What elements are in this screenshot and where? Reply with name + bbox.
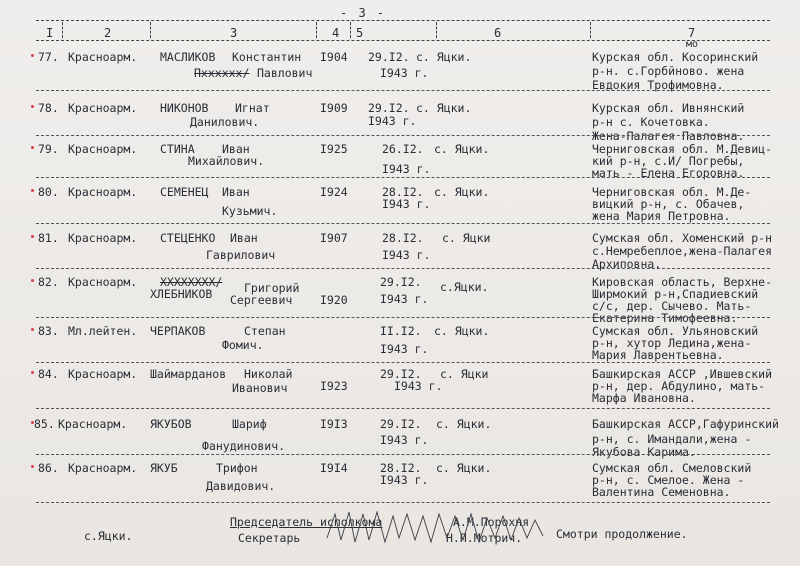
address-line: с.Немребеплое,жена-Палагея — [592, 244, 773, 258]
rank: Красноарм. — [58, 417, 128, 431]
row-marker — [31, 328, 34, 331]
address-line: Ширмокий р-н,Спадиевский — [592, 287, 759, 301]
death-date: II.I2. — [380, 324, 422, 338]
column-separator — [150, 22, 151, 38]
address-line: жена Мария Петровна. — [592, 209, 731, 223]
column-separator — [590, 22, 591, 38]
address-line: мать - Елена Егоровна. — [592, 166, 745, 180]
first-name: Иван — [222, 142, 250, 156]
death-date: 29.I2. — [380, 367, 422, 381]
column-header-7: 7 — [688, 26, 696, 40]
column-header-4: 4 — [332, 26, 340, 40]
address-line: р-н, с. Смелое. Жена - — [592, 473, 745, 487]
row-divider — [36, 177, 770, 178]
row-number: 82. — [38, 275, 59, 289]
row-divider — [36, 362, 770, 363]
surname: ХЛЕБНИКОВ — [150, 287, 213, 301]
address-line: Марфа Ивановна. — [592, 391, 696, 405]
burial-place: с. Яцки. — [416, 50, 472, 64]
first-name: Григорий — [244, 281, 300, 295]
row-divider — [36, 408, 770, 409]
address-line: Архиповна. — [592, 257, 662, 271]
row-number: 84. — [38, 367, 59, 381]
burial-place: с.Яцки. — [440, 280, 489, 294]
address-line: Башкирская АССР,Гафуринский — [592, 417, 779, 431]
burial-place: с. Яцки — [440, 367, 489, 381]
rank: Красноарм. — [68, 142, 138, 156]
row-divider — [36, 223, 770, 224]
secretary-name: Н.П.Мотрич. — [446, 531, 523, 545]
rank: Красноарм. — [68, 50, 138, 64]
address-line: Валентина Семеновна. — [592, 485, 731, 499]
first-name: Константин — [232, 50, 302, 64]
row-marker — [31, 54, 34, 57]
death-year: I943 г. — [380, 433, 429, 447]
address-line: Черниговская обл. М.Девиц- — [592, 142, 773, 156]
surname: СТЕЦЕНКО — [160, 231, 216, 245]
death-date: 28.I2. — [382, 185, 424, 199]
death-date: 28.I2. — [380, 461, 422, 475]
address-line: Башкирская АССР ,Ившевский — [592, 367, 773, 381]
death-date: 28.I2. — [382, 231, 424, 245]
birth-year: I923 — [320, 379, 348, 393]
chair-label: Председатель исполкома — [230, 515, 383, 529]
footer-place: с.Яцки. — [84, 529, 133, 543]
address-line: Сумская обл. Смеловский — [592, 461, 752, 475]
death-date: 29.I2. — [368, 101, 410, 115]
column-separator — [316, 22, 317, 38]
address-line: кий р-н, с.И/ Погребы, — [592, 154, 745, 168]
address-line: Якубова Карима. — [592, 445, 696, 459]
burial-place: с. Яцки. — [434, 142, 490, 156]
first-name: Шариф — [232, 417, 267, 431]
secretary-label: Секретарь — [238, 531, 301, 545]
row-divider — [36, 454, 770, 455]
birth-year: I920 — [320, 293, 348, 307]
rank: Красноарм. — [68, 367, 138, 381]
death-date: 29.I2. — [368, 50, 410, 64]
row-divider — [36, 502, 770, 503]
column-header-2: 2 — [104, 26, 112, 40]
header-bottom-line — [36, 40, 770, 41]
crossed-out-text: ХХХХХХХХ/ — [160, 275, 223, 289]
birth-year: I907 — [320, 231, 348, 245]
address-line: р-н. с.Горбйново. жена — [592, 64, 745, 78]
signature-scribble — [325, 508, 555, 548]
rank: Красноарм. — [68, 231, 138, 245]
birth-year: I924 — [320, 185, 348, 199]
row-marker — [31, 371, 34, 374]
death-year: I943 г. — [380, 292, 429, 306]
death-year: I943 г. — [380, 473, 429, 487]
row-divider — [36, 135, 770, 136]
death-date: 26.I2. — [382, 142, 424, 156]
surname: ЯКУБ — [150, 461, 178, 475]
row-marker — [31, 279, 34, 282]
address-line: Черниговская обл. М.Де- — [592, 185, 752, 199]
address-line: Курская обл. Косоринский — [592, 50, 759, 64]
handwritten-correction: мо — [686, 39, 699, 50]
address-line: Сумская обл. Ульяновский — [592, 324, 759, 338]
page-number: - 3 - — [340, 6, 387, 20]
row-number: 83. — [38, 324, 59, 338]
surname: НИКОНОВ — [160, 101, 209, 115]
row-number: 80. — [38, 185, 59, 199]
rank: Красноарм. — [68, 101, 138, 115]
first-name: Трифон — [216, 461, 258, 475]
row-number: 85. — [34, 417, 55, 431]
birth-year: I9I4 — [320, 461, 348, 475]
first-name: Николай — [244, 367, 293, 381]
patronymic: Михайлович. — [188, 154, 265, 168]
birth-year: I909 — [320, 101, 348, 115]
address-line: Жена-Палагея Павловна. — [592, 129, 745, 143]
row-divider — [36, 90, 770, 91]
continued-note: Смотри продолжение. — [556, 527, 688, 541]
row-number: 78. — [38, 101, 59, 115]
burial-place: с. Яцки — [442, 231, 491, 245]
header-top-line — [36, 20, 770, 21]
first-name: Игнат — [235, 101, 270, 115]
death-year: I943 г. — [394, 379, 443, 393]
patronymic: Иванович — [232, 381, 288, 395]
row-number: 86. — [38, 461, 59, 475]
row-marker — [31, 465, 34, 468]
column-header-5: 5 — [356, 26, 364, 40]
row-marker — [31, 235, 34, 238]
death-date: 29.I2. — [380, 275, 422, 289]
rank: Красноарм. — [68, 461, 138, 475]
death-year: I943 г. — [368, 114, 417, 128]
burial-place: с. Яцки. — [434, 185, 490, 199]
burial-place: с. Яцки. — [434, 324, 490, 338]
patronymic: Кузьмич. — [222, 204, 278, 218]
address-line: Курская обл. Ивнянский — [592, 101, 745, 115]
patronymic: Сергеевич — [230, 293, 293, 307]
patronymic: Павлович — [257, 66, 313, 80]
chair-name: А.М.Порохня — [453, 515, 530, 529]
address-line: Сумская обл. Хоменский р-н — [592, 231, 773, 245]
first-name: Степан — [244, 324, 286, 338]
address-line: р-н с. Кочетовка. — [592, 115, 710, 129]
first-name: Иван — [222, 185, 250, 199]
birth-year: I9I3 — [320, 417, 348, 431]
row-number: 77. — [38, 50, 59, 64]
patronymic: Фанудинович. — [202, 439, 286, 453]
first-name: Иван — [230, 231, 258, 245]
death-year: I943 г. — [380, 342, 429, 356]
column-header-1: I — [46, 26, 54, 40]
burial-place: с. Яцки. — [436, 417, 492, 431]
row-divider — [36, 268, 770, 269]
address-line: Евдокия Трофимовна. — [592, 78, 724, 92]
column-separator — [350, 22, 351, 38]
surname: ЧЕРПАКОВ — [150, 324, 206, 338]
column-separator — [62, 22, 63, 38]
address-line: с/с, дер. Сычево. Мать- — [592, 299, 752, 313]
address-line: Мария Лаврентьевна. — [592, 348, 724, 362]
row-marker — [31, 146, 34, 149]
surname: Шаймарданов — [150, 367, 227, 381]
row-number: 81. — [38, 231, 59, 245]
rank: Красноарм. — [68, 185, 138, 199]
birth-year: I925 — [320, 142, 348, 156]
address-line: Екатерина Тимофеевна. — [592, 311, 738, 325]
death-year: I943 г. — [380, 66, 429, 80]
surname: СЕМЕНЕЦ — [160, 185, 209, 199]
patronymic: Фомич. — [222, 338, 264, 352]
death-year: I943 г. — [382, 248, 431, 262]
death-year: I943 г. — [382, 162, 431, 176]
column-header-6: 6 — [494, 26, 502, 40]
rank: Красноарм. — [68, 275, 138, 289]
rank: Мл.лейтен. — [68, 324, 138, 338]
row-divider — [36, 317, 770, 318]
address-line: Кировская область, Верхне- — [592, 275, 773, 289]
crossed-out-text: Пхххххх/ — [194, 66, 250, 80]
column-separator — [436, 22, 437, 38]
death-date: 29.I2. — [380, 417, 422, 431]
patronymic: Давидович. — [206, 479, 276, 493]
address-line: р-н, с. Имандали,жена - — [592, 432, 752, 446]
death-year: I943 г. — [382, 197, 431, 211]
patronymic: Данилович. — [190, 115, 260, 129]
surname: МАСЛИКОВ — [160, 50, 216, 64]
address-line: р-н, дер. Абдулино, мать- — [592, 379, 766, 393]
row-number: 79. — [38, 142, 59, 156]
row-marker — [31, 189, 34, 192]
surname: СТИНА — [160, 142, 195, 156]
address-line: вицкий р-н, с. Обачев, — [592, 197, 745, 211]
column-header-3: 3 — [230, 26, 238, 40]
burial-place: с. Яцки. — [416, 101, 472, 115]
patronymic: Гаврилович — [206, 248, 276, 262]
address-line: р-н, хутор Ледина,жена- — [592, 336, 752, 350]
birth-year: I904 — [320, 50, 348, 64]
surname: ЯКУБОВ — [150, 417, 192, 431]
row-marker — [31, 105, 34, 108]
burial-place: с. Яцки. — [436, 461, 492, 475]
